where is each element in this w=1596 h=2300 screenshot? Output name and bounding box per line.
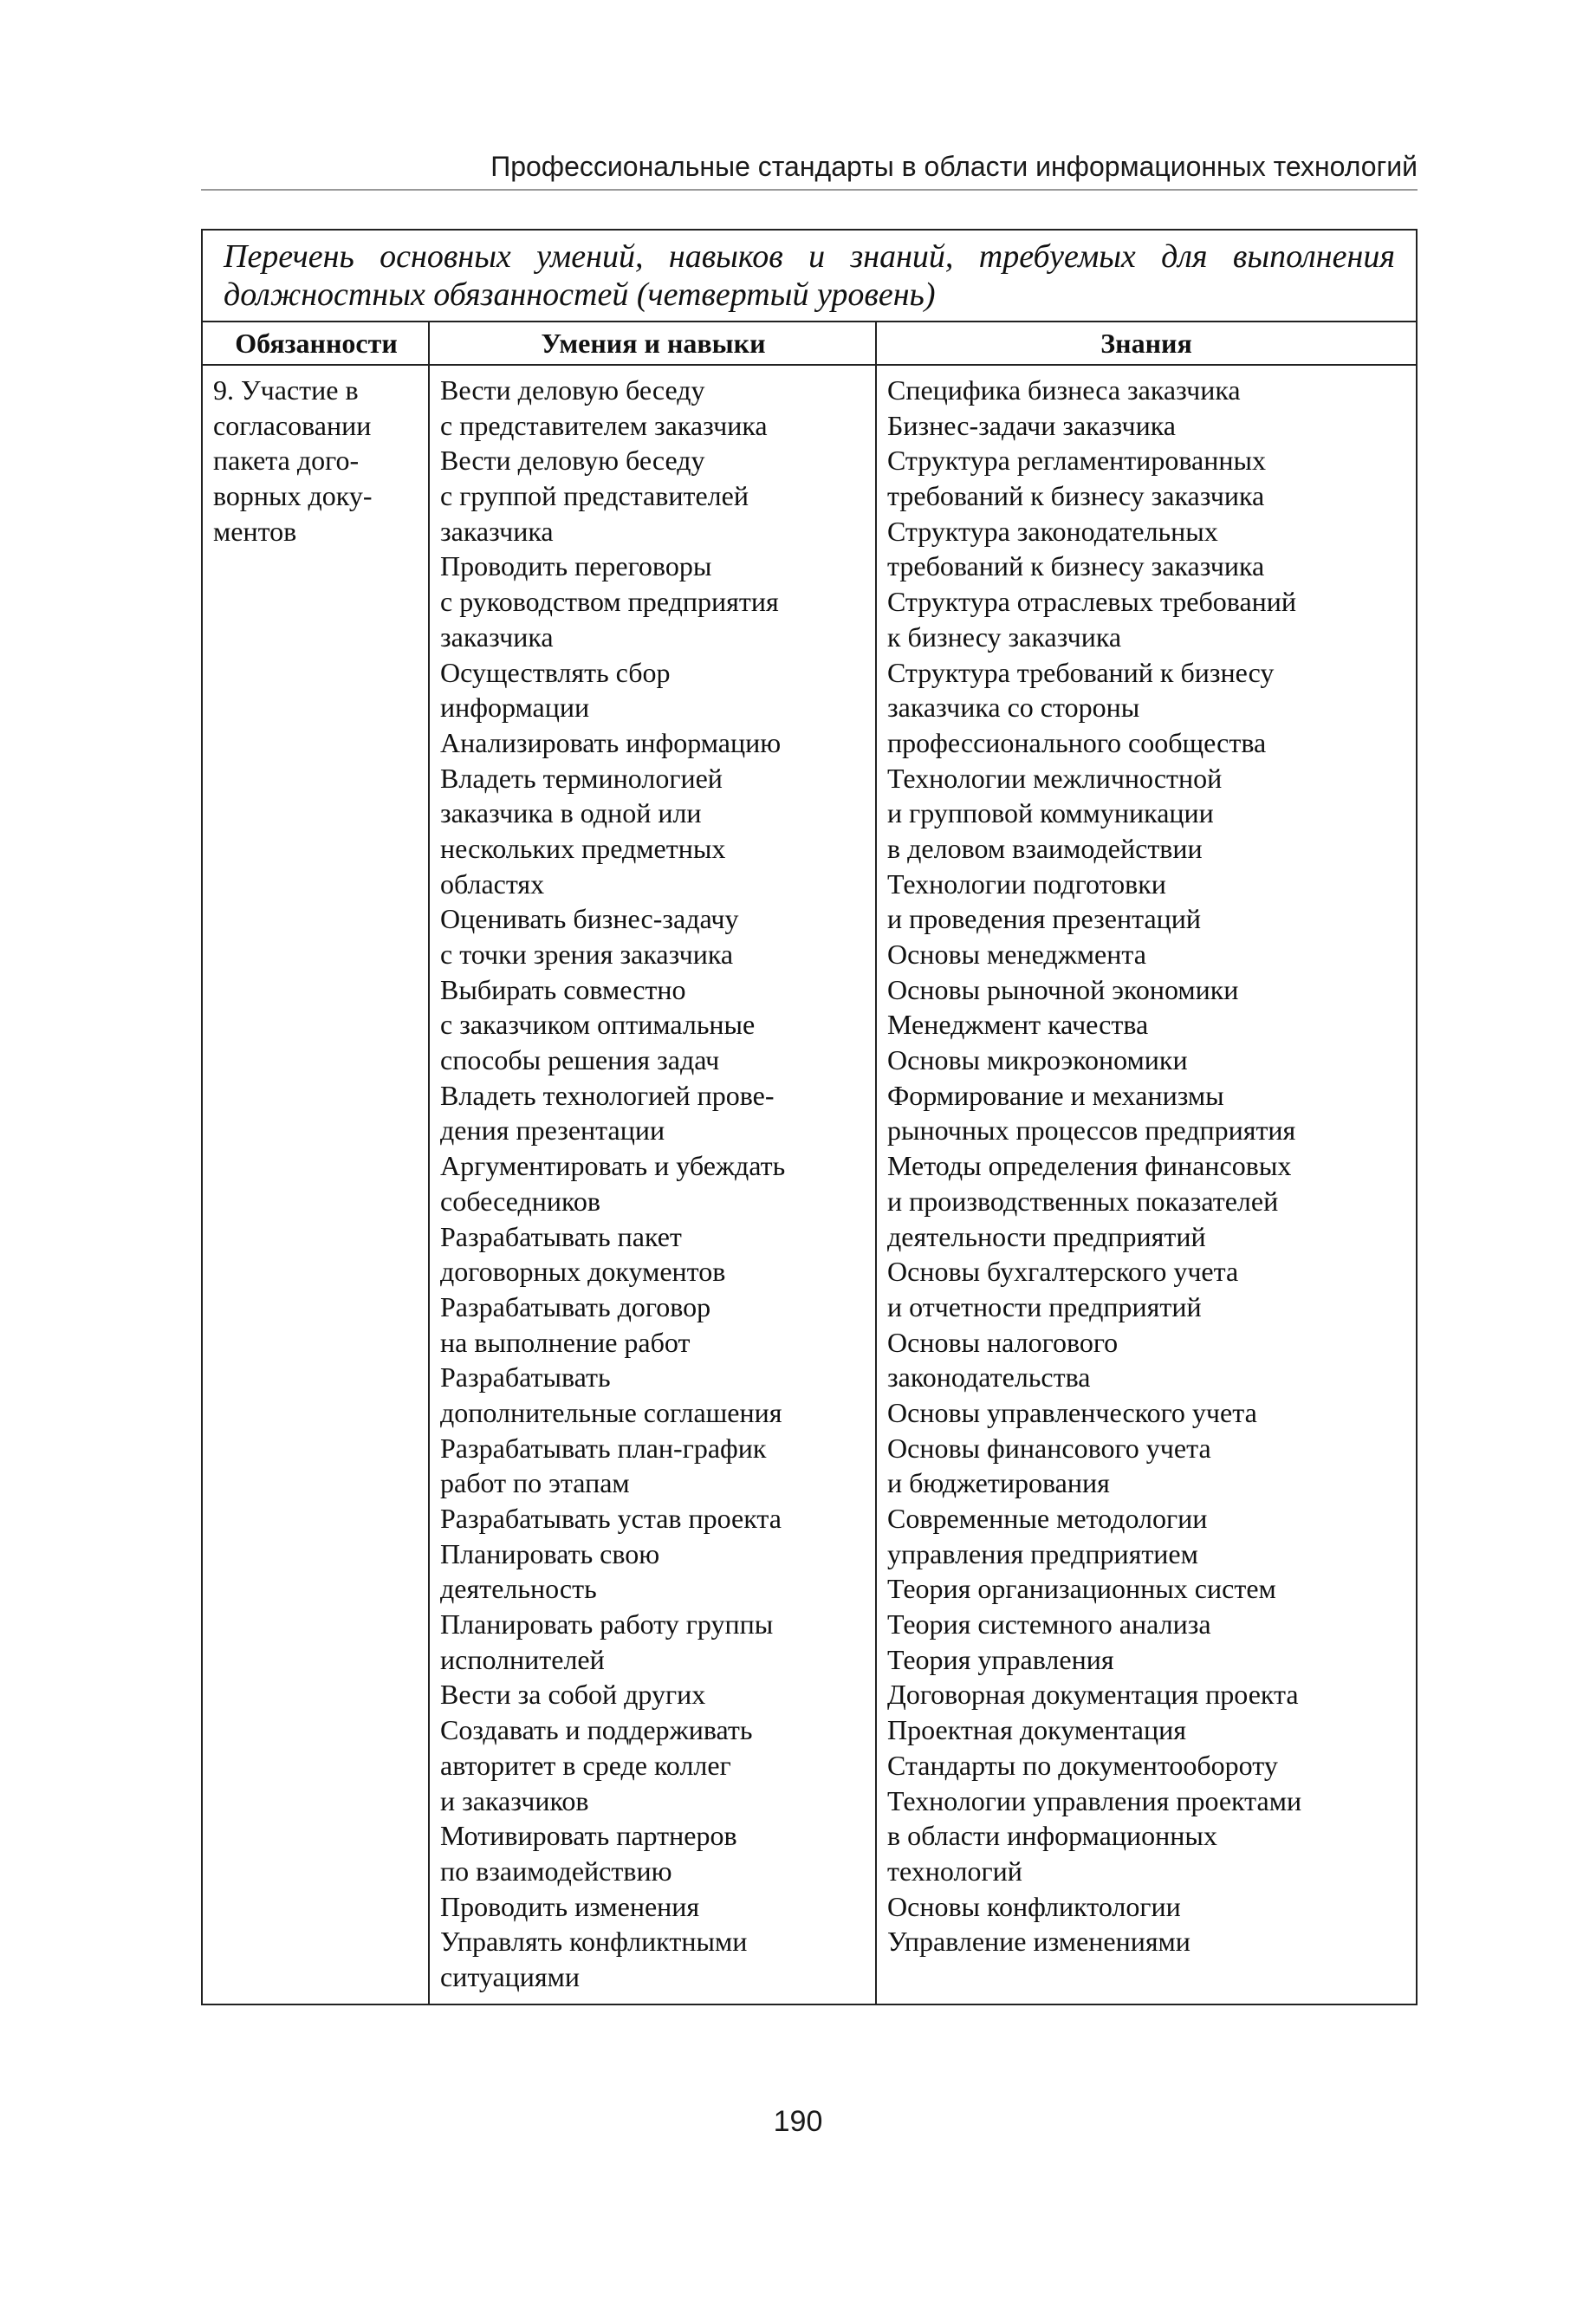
knowledge-line: Основы конфликтологии <box>887 1890 1181 1922</box>
skill-line: ситуациями <box>440 1960 581 1992</box>
duty-line: согласовании <box>213 409 372 441</box>
knowledge-line: Основы бухгалтерского учета <box>887 1256 1239 1288</box>
skill-line: Разрабатывать пакет <box>440 1220 682 1252</box>
knowledge-line: требований к бизнесу заказчика <box>887 480 1265 512</box>
skill-line: Планировать свою <box>440 1537 660 1569</box>
duty-line: ментов <box>213 515 297 547</box>
knowledge-line: и отчетности предприятий <box>887 1290 1202 1322</box>
skill-line: договорных документов <box>440 1256 726 1288</box>
skill-line: Разрабатывать <box>440 1361 611 1394</box>
running-header: Профессиональные стандарты в области информационных технологий <box>201 147 1418 191</box>
competency-table <box>201 229 1418 2005</box>
knowledge-line: Современные методологии <box>887 1503 1208 1534</box>
knowledge-line: Проектная документация <box>887 1714 1186 1746</box>
knowledge-line: к бизнесу заказчика <box>887 620 1122 653</box>
skill-line: Мотивировать партнеров <box>440 1820 737 1852</box>
knowledge-line: Структура отраслевых требований <box>887 586 1297 618</box>
skill-line: заказчика <box>440 620 554 653</box>
skill-line: дополнительные соглашения <box>440 1396 782 1428</box>
skill-line: областях <box>440 867 545 900</box>
skill-line: Вести за собой других <box>440 1679 706 1711</box>
skill-line: деятельность <box>440 1573 597 1605</box>
skill-line: Вести деловую беседу <box>440 374 705 406</box>
skill-line: Аргументировать и убеждать <box>440 1150 786 1182</box>
skill-line: Проводить переговоры <box>440 550 712 582</box>
skill-line: Владеть терминологией <box>440 762 723 794</box>
knowledge-line: рыночных процессов предприятия <box>887 1114 1296 1147</box>
skill-line: с представителем заказчика <box>440 409 768 441</box>
knowledge-line: Технологии управления проектами <box>887 1784 1302 1816</box>
skill-line: Проводить изменения <box>440 1890 700 1922</box>
skill-line: Создавать и поддерживать <box>440 1714 753 1746</box>
knowledge-line: Основы менеджмента <box>887 939 1146 970</box>
knowledge-line: Договорная документация проекта <box>887 1679 1299 1711</box>
header-knowledge: Знания <box>877 322 1416 366</box>
skill-line: заказчика <box>440 515 554 547</box>
skill-line: авторитет в среде коллег <box>440 1749 731 1781</box>
knowledge-line: в деловом взаимодействии <box>887 832 1203 864</box>
header-duties: Обязанности <box>203 322 430 366</box>
knowledge-line: Формирование и механизмы <box>887 1079 1224 1111</box>
knowledge-line: Структура регламентированных <box>887 445 1266 477</box>
duty-line: ворных доку- <box>213 480 373 512</box>
skill-line: Разрабатывать договор <box>440 1290 711 1322</box>
skill-line: дения презентации <box>440 1114 665 1147</box>
knowledge-line: Стандарты по документообороту <box>887 1749 1278 1781</box>
skill-line: Выбирать совместно <box>440 973 686 1005</box>
skill-line: работ по этапам <box>440 1467 630 1499</box>
skill-line: Вести деловую беседу <box>440 445 705 477</box>
skills-cell <box>430 366 877 2004</box>
knowledge-line: технологий <box>887 1855 1022 1887</box>
knowledge-line: Методы определения финансовых <box>887 1150 1292 1182</box>
knowledge-line: заказчика со стороны <box>887 692 1140 724</box>
skill-line: исполнителей <box>440 1643 605 1675</box>
skill-line: и заказчиков <box>440 1784 589 1816</box>
skill-line: с заказчиком оптимальные <box>440 1009 756 1041</box>
knowledge-line: Основы микроэкономики <box>887 1044 1188 1076</box>
knowledge-line: Структура требований к бизнесу <box>887 656 1275 688</box>
knowledge-line: Технологии подготовки <box>887 867 1166 900</box>
knowledge-line: Управление изменениями <box>887 1926 1191 1958</box>
knowledge-line: Основы финансового учета <box>887 1432 1211 1464</box>
skill-line: с точки зрения заказчика <box>440 939 734 970</box>
knowledge-line: Технологии межличностной <box>887 762 1223 794</box>
knowledge-line: Теория системного анализа <box>887 1608 1211 1641</box>
knowledge-line: Структура законодательных <box>887 515 1218 547</box>
knowledge-line: управления предприятием <box>887 1537 1198 1569</box>
knowledge-line: Теория организационных систем <box>887 1573 1276 1605</box>
duty-line: 9. Участие в <box>213 374 359 406</box>
knowledge-line: Основы рыночной экономики <box>887 973 1239 1005</box>
knowledge-line: Основы налогового <box>887 1326 1119 1358</box>
skill-line: Осуществлять сбор <box>440 656 671 688</box>
header-skills: Умения и навыки <box>430 322 877 366</box>
knowledge-line: профессионального сообщества <box>887 726 1267 758</box>
knowledge-line: и бюджетирования <box>887 1467 1110 1499</box>
skill-line: Разрабатывать устав проекта <box>440 1503 782 1534</box>
skill-line: Владеть технологией прове- <box>440 1079 775 1111</box>
skill-line: Управлять конфликтными <box>440 1926 748 1958</box>
knowledge-line: Специфика бизнеса заказчика <box>887 374 1241 406</box>
skill-line: способы решения задач <box>440 1044 720 1076</box>
knowledge-line: и производственных показателей <box>887 1185 1279 1217</box>
skill-line: с руководством предприятия <box>440 586 779 618</box>
knowledge-line: и групповой коммуникации <box>887 797 1214 829</box>
skill-line: заказчика в одной или <box>440 797 702 829</box>
skill-line: Оценивать бизнес-задачу <box>440 903 739 935</box>
table-caption: Перечень основных умений, навыков и знаний, требуемых для выполнения должностных обязанностей (четвертый уровень) <box>203 231 1416 322</box>
skill-line: информации <box>440 692 590 724</box>
skill-line: на выполнение работ <box>440 1326 691 1358</box>
skill-line: собеседников <box>440 1185 600 1217</box>
skill-line: Разрабатывать план-график <box>440 1432 767 1464</box>
skill-line: Анализировать информацию <box>440 726 782 758</box>
skill-line: с группой представителей <box>440 480 749 512</box>
skill-line: по взаимодействию <box>440 1855 672 1887</box>
knowledge-line: законодательства <box>887 1361 1091 1394</box>
knowledge-line: деятельности предприятий <box>887 1220 1206 1252</box>
knowledge-line: и проведения презентаций <box>887 903 1202 935</box>
knowledge-cell <box>877 366 1416 2004</box>
duties-cell <box>203 366 430 2004</box>
knowledge-line: Менеджмент качества <box>887 1009 1149 1041</box>
skill-line: Планировать работу группы <box>440 1608 774 1641</box>
knowledge-line: Основы управленческого учета <box>887 1396 1257 1428</box>
knowledge-line: Бизнес-задачи заказчика <box>887 409 1176 441</box>
knowledge-line: Теория управления <box>887 1643 1114 1675</box>
knowledge-line: требований к бизнесу заказчика <box>887 550 1265 582</box>
page-number: 190 <box>773 2105 823 2138</box>
duty-line: пакета дого- <box>213 445 360 477</box>
skill-line: нескольких предметных <box>440 832 726 864</box>
knowledge-line: в области информационных <box>887 1820 1217 1852</box>
